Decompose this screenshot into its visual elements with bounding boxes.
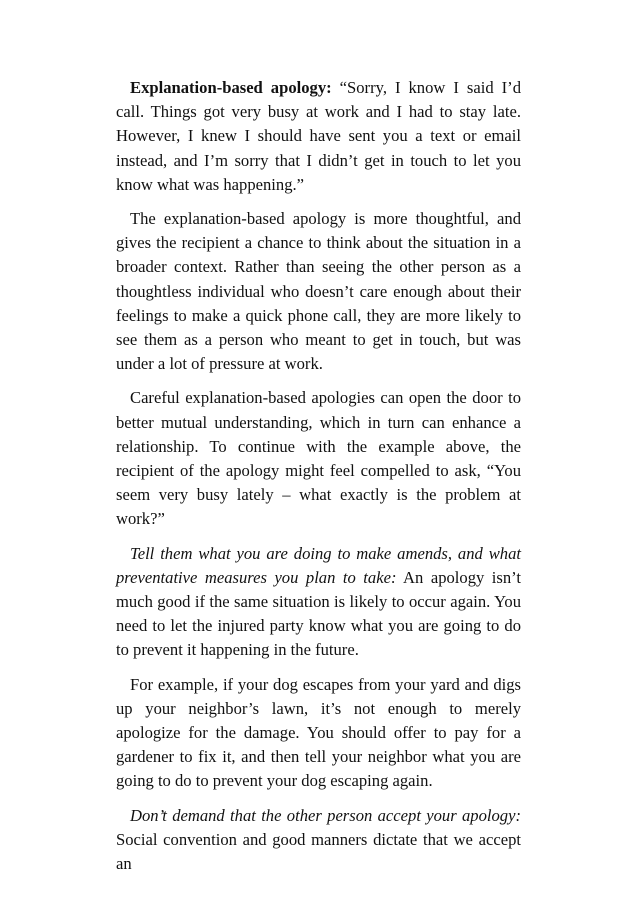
paragraph-mutual-understanding xyxy=(116,386,521,531)
paragraph-text: “Sorry, I know I said I’d call. Things got very busy at work and I had to stay late. However, I knew I should have sent you a text or email instead, and I’m sorry that I didn’t get in touch to let you know what was happening.” xyxy=(116,78,521,194)
paragraph-thoughtful-apology xyxy=(116,207,521,376)
document-page xyxy=(116,76,521,886)
paragraph-text: An apology isn’t much good if the same situation is likely to occur again. You need to let the injured party know what you are going to do to prevent it happening in the future. xyxy=(116,567,521,660)
paragraph-text: Social convention and good manners dictate that we accept an xyxy=(116,829,521,874)
paragraph-text: The explanation-based apology is more thoughtful, and gives the recipient a chance to think about the situation in a broader context. Rather than seeing the other person as a thoughtless individual who doesn’t care enough about their feelings to make a quick phone call, they are more likely to see them as a person who meant to get in touch, but was under a lot of pressure at work. xyxy=(116,209,521,374)
paragraph-lead: Don’t demand that the other person accept your apology: xyxy=(130,805,521,825)
paragraph-dog-example xyxy=(116,673,521,794)
paragraph-text: Careful explanation-based apologies can open the door to better mutual understanding, which in turn can enhance a relationship. To continue with the example above, the recipient of the apology might feel compelled to ask, “You seem very busy lately – what exactly is the problem at work?” xyxy=(116,388,521,529)
paragraph-text: For example, if your dog escapes from your yard and digs up your neighbor’s lawn, it’s not enough to merely apologize for the damage. You should offer to pay for a gardener to fix it, and then tell your neighbor what you are going to do to prevent your dog escaping again. xyxy=(116,674,521,791)
paragraph-dont-demand xyxy=(116,804,521,877)
paragraph-lead: Tell them what you are doing to make amends, and what preventative measures you plan to take: xyxy=(116,543,521,587)
paragraph-explanation-apology xyxy=(116,76,521,197)
paragraph-make-amends xyxy=(116,542,521,663)
paragraph-lead: Explanation-based apology: xyxy=(130,78,332,97)
